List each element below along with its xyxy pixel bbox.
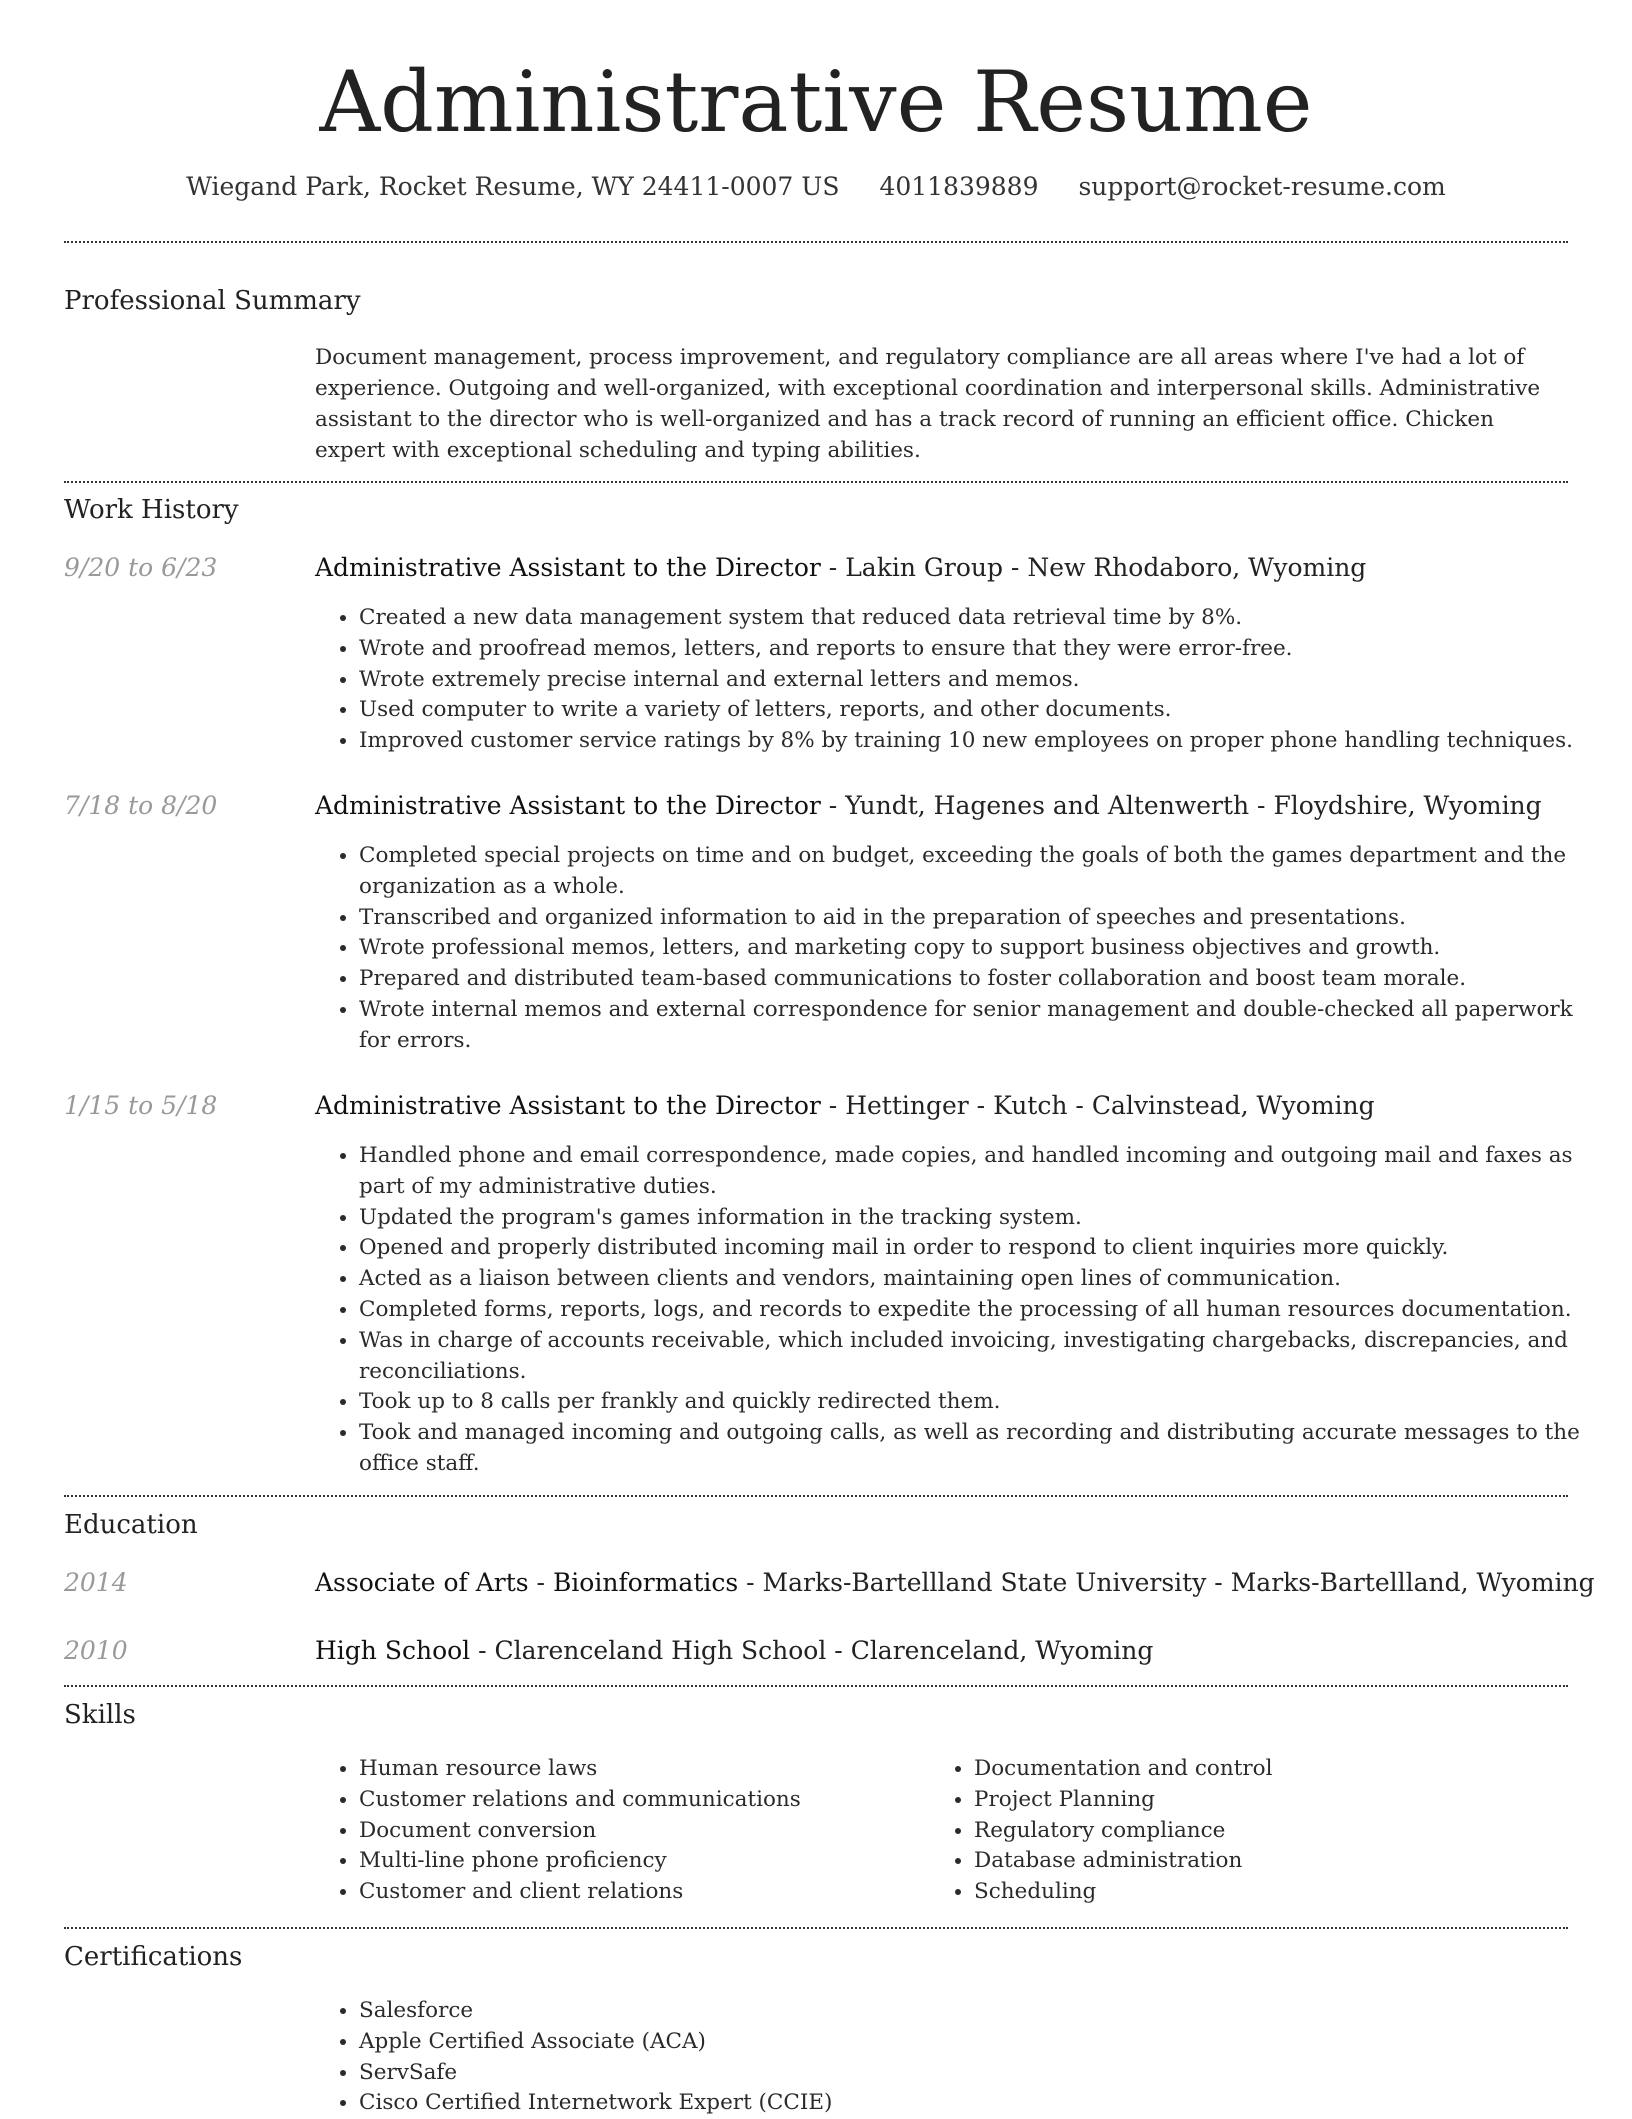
job-bullet: • Opened and properly distributed incoming mail in order to respond to client inquiries more quickly. <box>359 1233 1604 1264</box>
skill-item: • Regulatory compliance <box>974 1816 1574 1847</box>
job-location: New Rhodaboro, Wyoming <box>1027 553 1367 582</box>
job-role: Administrative Assistant to the Director <box>315 553 821 582</box>
skill-item: • Project Planning <box>974 1785 1574 1816</box>
job-role: Administrative Assistant to the Director <box>315 1091 821 1120</box>
education-entry <box>315 1566 1595 1600</box>
summary-heading: Professional Summary <box>64 286 361 316</box>
certifications-heading: Certifications <box>64 1942 243 1972</box>
job-bullet: • Acted as a liaison between clients and vendors, maintaining open lines of communication. <box>359 1264 1604 1295</box>
resume-name: Administrative Resume <box>319 53 1313 151</box>
education-divider <box>64 1685 1568 1687</box>
work-history-heading: Work History <box>64 495 239 525</box>
job-bullet: • Handled phone and email correspondence, made copies, and handled incoming and outgoing mail and faxes as part of my administrative duties. <box>359 1141 1604 1203</box>
job-company: Hettinger - Kutch <box>845 1091 1068 1120</box>
education-school: Clarenceland High School <box>494 1636 827 1665</box>
education-location: Clarenceland, Wyoming <box>850 1636 1154 1665</box>
skills-list-left <box>315 1754 929 1908</box>
job-bullet: • Improved customer service ratings by 8% by training 10 new employees on proper phone handling techniques. <box>359 726 1604 757</box>
work-divider <box>64 1495 1568 1497</box>
education-school: Marks-Bartellland State University <box>762 1568 1207 1597</box>
job-bullet: • Wrote professional memos, letters, and marketing copy to support business objectives and growth. <box>359 933 1604 964</box>
education-degree: High School <box>315 1636 471 1665</box>
education-year: 2014 <box>64 1568 128 1597</box>
contact-line <box>0 170 1632 204</box>
certification-item: • Cisco Certified Internetwork Expert (CCIE) <box>359 2088 1604 2119</box>
separator: - <box>1249 791 1274 820</box>
separator: - <box>826 1636 851 1665</box>
job-bullet: • Prepared and distributed team-based communications to foster collaboration and boost team morale. <box>359 964 1604 995</box>
separator: - <box>738 1568 763 1597</box>
job-bullet: • Created a new data management system that reduced data retrieval time by 8%. <box>359 603 1604 634</box>
job-bullet: • Wrote internal memos and external correspondence for senior management and double-checked all paperwork for errors. <box>359 995 1604 1057</box>
job-company: Yundt, Hagenes and Altenwerth <box>845 791 1250 820</box>
job-location: Floydshire, Wyoming <box>1273 791 1542 820</box>
skill-item: • Database administration <box>974 1846 1574 1877</box>
job-company: Lakin Group <box>845 553 1003 582</box>
job-bullet: • Wrote extremely precise internal and external letters and memos. <box>359 665 1604 696</box>
summary-text: Document management, process improvement, and regulatory compliance are all areas where I've had a lot of experience. Outgoing and well-organized, with exceptional coordination and interpersonal skills. Administrative assistant to the director who is well-organized and has a track record of running an efficient office. Chicken expert with exceptional scheduling and typing abilities. <box>315 345 1541 463</box>
education-year: 2010 <box>64 1636 128 1665</box>
separator: - <box>1206 1568 1231 1597</box>
separator: - <box>470 1636 495 1665</box>
separator: - <box>528 1568 553 1597</box>
education-entry <box>315 1634 1153 1668</box>
separator: - <box>820 791 846 820</box>
certification-item: • ServSafe <box>359 2058 1604 2089</box>
job-bullet: • Was in charge of accounts receivable, which included invoicing, investigating chargebacks, discrepancies, and reconciliations. <box>359 1326 1604 1388</box>
contact-phone: 4011839889 <box>879 172 1039 201</box>
job-bullet: • Took and managed incoming and outgoing calls, as well as recording and distributing accurate messages to the office staff. <box>359 1418 1604 1480</box>
separator: - <box>1067 1091 1092 1120</box>
skills-heading: Skills <box>64 1700 136 1730</box>
contact-email: support@rocket-resume.com <box>1078 172 1446 201</box>
certification-item: • Salesforce <box>359 1996 1604 2027</box>
separator: - <box>820 553 846 582</box>
job-bullet: • Transcribed and organized information to aid in the preparation of speeches and presentations. <box>359 903 1604 934</box>
job-bullets <box>315 841 1604 1057</box>
job-dates: 9/20 to 6/23 <box>64 553 218 582</box>
job-bullet: • Took up to 8 calls per frankly and quickly redirected them. <box>359 1387 1604 1418</box>
job-bullet: • Updated the program's games information in the tracking system. <box>359 1203 1604 1234</box>
skills-list-right <box>930 1754 1574 1908</box>
skill-item: • Customer and client relations <box>359 1877 929 1908</box>
education-field: Bioinformatics <box>552 1568 739 1597</box>
job-bullets <box>315 1141 1604 1480</box>
header-divider <box>64 241 1568 243</box>
skill-item: • Customer relations and communications <box>359 1785 929 1816</box>
skills-divider <box>64 1927 1568 1929</box>
job-title <box>315 551 1366 585</box>
job-location: Calvinstead, Wyoming <box>1091 1091 1375 1120</box>
skill-item: • Multi-line phone proficiency <box>359 1846 929 1877</box>
job-bullet: • Wrote and proofread memos, letters, and reports to ensure that they were error-free. <box>359 634 1604 665</box>
separator: - <box>1002 553 1028 582</box>
education-degree: Associate of Arts <box>315 1568 529 1597</box>
certifications-list <box>315 1996 1604 2119</box>
skill-item: • Documentation and control <box>974 1754 1574 1785</box>
job-bullets <box>315 603 1604 757</box>
education-location: Marks-Bartellland, Wyoming <box>1230 1568 1595 1597</box>
job-title <box>315 789 1542 823</box>
contact-address: Wiegand Park, Rocket Resume, WY 24411-0007 US <box>186 172 840 201</box>
skill-item: • Scheduling <box>974 1877 1574 1908</box>
job-dates: 1/15 to 5/18 <box>64 1091 218 1120</box>
job-bullet: • Completed forms, reports, logs, and records to expedite the processing of all human resources documentation. <box>359 1295 1604 1326</box>
separator: - <box>820 1091 846 1120</box>
job-title <box>315 1089 1375 1123</box>
job-bullet: • Completed special projects on time and on budget, exceeding the goals of both the games department and the organization as a whole. <box>359 841 1604 903</box>
education-heading: Education <box>64 1510 198 1540</box>
job-bullet: • Used computer to write a variety of letters, reports, and other documents. <box>359 695 1604 726</box>
job-role: Administrative Assistant to the Director <box>315 791 821 820</box>
certification-item: • Apple Certified Associate (ACA) <box>359 2027 1604 2058</box>
summary-divider <box>64 481 1568 483</box>
skill-item: • Document conversion <box>359 1816 929 1847</box>
skill-item: • Human resource laws <box>359 1754 929 1785</box>
job-dates: 7/18 to 8/20 <box>64 791 218 820</box>
